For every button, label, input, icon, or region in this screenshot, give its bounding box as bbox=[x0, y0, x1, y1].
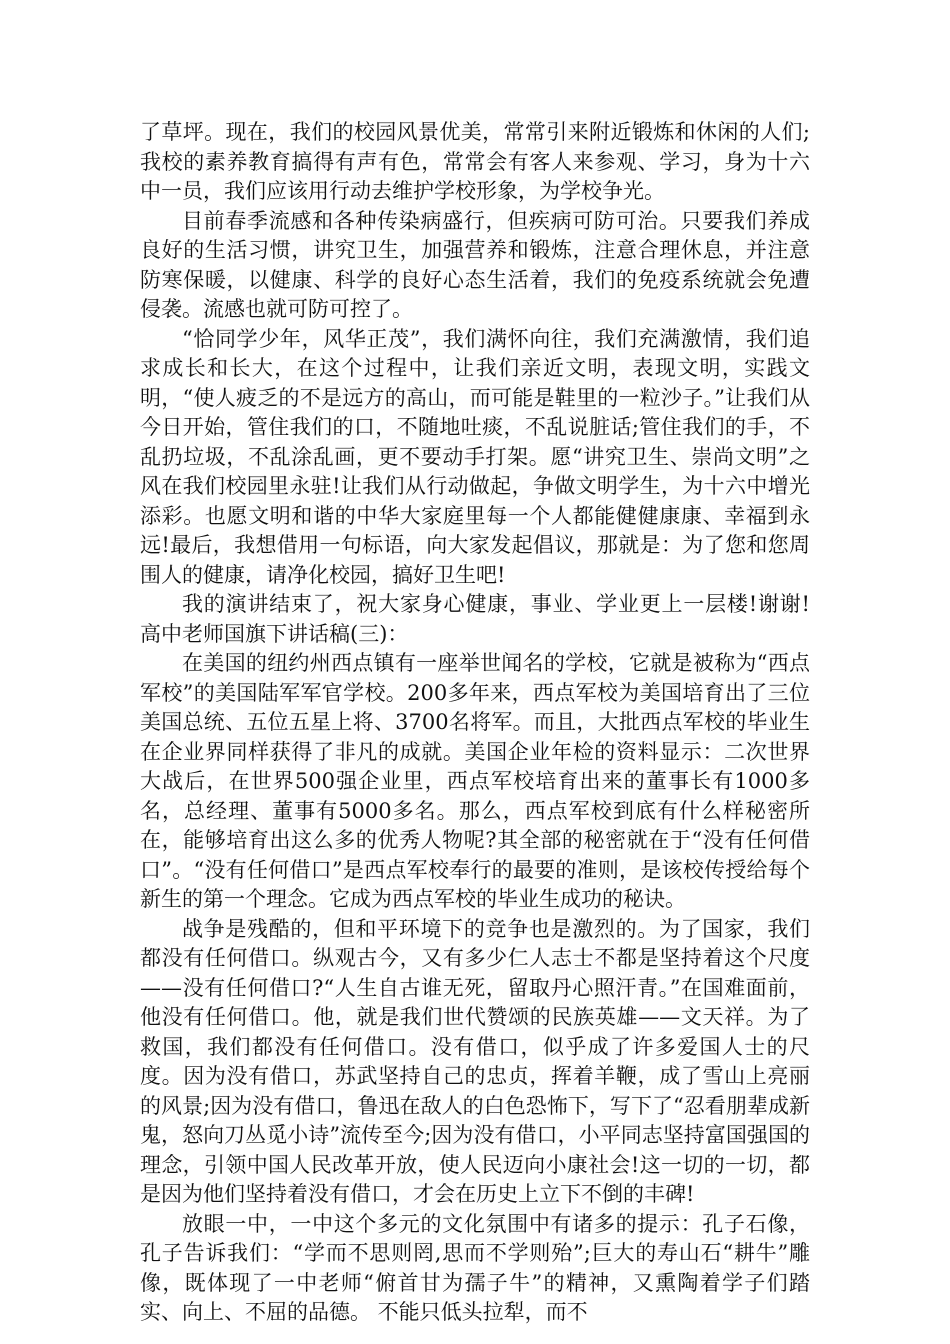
paragraph-1: 了草坪。现在，我们的校园风景优美，常常引来附近锻炼和休闲的人们;我校的素养教育搞得有声有色，常常会有客人来参观、学习，身为十六中一员，我们应该用行动去维护学校形象，为学校争光。 bbox=[140, 120, 810, 203]
paragraph-3: “恰同学少年，风华正茂”，我们满怀向往，我们充满激情，我们追求成长和长大，在这个过程中，让我们亲近文明，表现文明，实践文明，“使人疲乏的不是远方的高山，而可能是鞋里的一粒沙子。”让我们从今日开始，管住我们的口，不随地吐痰，不乱说脏话;管住我们的手，不乱扔垃圾，不乱涂乱画，更不要动手打架。愿“讲究卫生、崇尚文明”之风在我们校园里永驻!让我们从行动做起，争做文明学生，为十六中增光添彩。也愿文明和谐的中华大家庭里每一个人都能健健康康、幸福到永远!最后，我想借用一句标语，向大家发起倡议，那就是：为了您和您周围人的健康，请净化校园，搞好卫生吧! bbox=[140, 326, 810, 587]
paragraph-2: 目前春季流感和各种传染病盛行，但疾病可防可治。只要我们养成良好的生活习惯，讲究卫生，加强营养和锻炼，注意合理休息，并注意防寒保暖，以健康、科学的良好心态生活着，我们的免疫系统就会免遭侵袭。流感也就可防可控了。 bbox=[140, 208, 810, 321]
paragraph-5: 在美国的纽约州西点镇有一座举世闻名的学校，它就是被称为“西点军校”的美国陆军军官学校。200多年来，西点军校为美国培育出了三位美国总统、五位五星上将、3700名将军。而且，大批西点军校的毕业生在企业界同样获得了非凡的成就。美国企业年检的资料显示：二次世界大战后，在世界500强企业里，西点军校培育出来的董事长有1000多名，总经理、董事有5000多名。那么，西点军校到底有什么样秘密所在，能够培育出这么多的优秀人物呢?其全部的秘密就在于“没有任何借口”。“没有任何借口”是西点军校奉行的最要的准则，是该校传授给每个新生的第一个理念。它成为西点军校的毕业生成功的秘诀。 bbox=[140, 651, 810, 911]
paragraph-4: 我的演讲结束了，祝大家身心健康，事业、学业更上一层楼!谢谢! 高中老师国旗下讲话稿(三)： bbox=[140, 592, 852, 646]
paragraph-6: 战争是残酷的，但和平环境下的竞争也是激烈的。为了国家，我们都没有任何借口。纵观古今，又有多少仁人志士不都是坚持着这个尺度——没有任何借口?“人生自古谁无死，留取丹心照汗青。”在国难面前，他没有任何借口。他，就是我们世代赞颂的民族英雄——文天祥。为了救国，我们都没有任何借口。没有借口，似乎成了许多爱国人士的尺度。因为没有借口，苏武坚持自己的忠贞，挥着羊鞭，成了雪山上亮丽的风景;因为没有借口，鲁迅在敌人的白色恐怖下，写下了“忍看朋辈成新鬼，怒向刀丛觅小诗”流传至今;因为没有借口，小平同志坚持富国强国的理念，引领中国人民改革开放，使人民迈向小康社会!这一切的一切，都是因为他们坚持着没有借口，才会在历史上立下不倒的丰碑! bbox=[140, 916, 810, 1206]
paragraph-7: 放眼一中，一中这个多元的文化氛围中有诸多的提示：孔子石像，孔子告诉我们：“学而不思则罔,思而不学则殆”;巨大的寿山石“耕牛”雕像，既体现了一中老师“俯首甘为孺子牛”的精神，又熏陶着学子们踏实、向上、不屈的品德。 不能只低头拉犁，而不 bbox=[140, 1211, 810, 1324]
document-body bbox=[140, 118, 852, 1328]
